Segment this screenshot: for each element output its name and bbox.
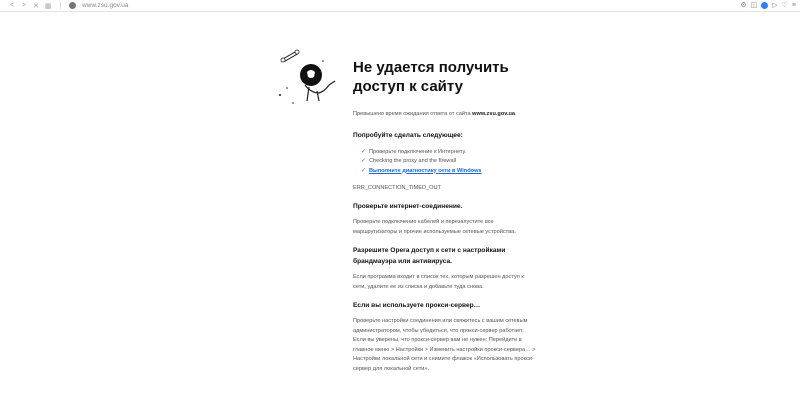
tabs-icon[interactable]: ▦ [44, 2, 52, 10]
error-subtitle: Превышено время ожидания ответа от сайта www.zsu.gov.ua. [353, 111, 517, 117]
extensions-icon[interactable]: ⚙ [740, 2, 747, 9]
section-text: Проверьте настройки соединения или свяжитесь с вашим сетевым администратором, чтобы убедиться, что прокси-сервер работает. Если вы уверены, что прокси-сервер вам не нужен: Перейдите в главное меню > Настройки > Изменить настройки прокси-сервера… > Настройки локальной сети и снимите флажок «Использовать прокси-сервер для локальной сети». [353, 318, 536, 372]
vpn-icon[interactable] [761, 2, 768, 9]
heart-icon[interactable]: ♡ [781, 2, 788, 9]
section-heading: Проверьте интернет-соединение. [353, 203, 463, 210]
divider [60, 2, 61, 9]
section-text: Проверьте подключение кабелей и перезапустите все маршрутизаторы и прочие используемые сетевые устройства. [353, 219, 516, 235]
globe-icon [69, 2, 76, 9]
camera-icon[interactable]: ◫ [750, 2, 758, 9]
section-heading: Разрешите Opera доступ к сети с настройками брандмауэра или антивируса. [353, 247, 506, 265]
toolbar-right-icons [740, 1, 796, 9]
section-text: Если программа входит в список тех, которым разрешен доступ к сети, удалите ее из списка и добавьте туда снова. [353, 274, 524, 290]
error-title: Не удается получить доступ к сайту [353, 59, 509, 95]
address-bar[interactable]: www.zsu.gov.ua [82, 2, 129, 9]
error-content [353, 58, 538, 374]
close-icon[interactable]: ✕ [33, 2, 39, 10]
bone-icon [281, 50, 299, 62]
suggestion-item: ✓ Проверьте подключение к Интернету. [361, 148, 538, 158]
suggestion-item: ✓ Checking the proxy and the firewall [361, 157, 538, 167]
dinosaur-dog-illustration [275, 45, 345, 110]
section-heading: Если вы используете прокси-сервер… [353, 302, 481, 309]
error-code: ERR_CONNECTION_TIMED_OUT [353, 185, 441, 191]
browser-toolbar [0, 0, 800, 12]
menu-icon[interactable]: ≡ [791, 1, 796, 9]
suggestions-list [361, 148, 538, 177]
back-icon[interactable]: < [9, 2, 15, 9]
send-icon[interactable]: ▷ [772, 2, 778, 9]
forward-icon[interactable]: > [21, 2, 27, 9]
try-heading: Попробуйте сделать следующее: [353, 131, 463, 139]
suggestion-item [361, 167, 538, 177]
network-diagnostics-link[interactable]: Выполните диагностику сети в Windows [369, 167, 482, 174]
